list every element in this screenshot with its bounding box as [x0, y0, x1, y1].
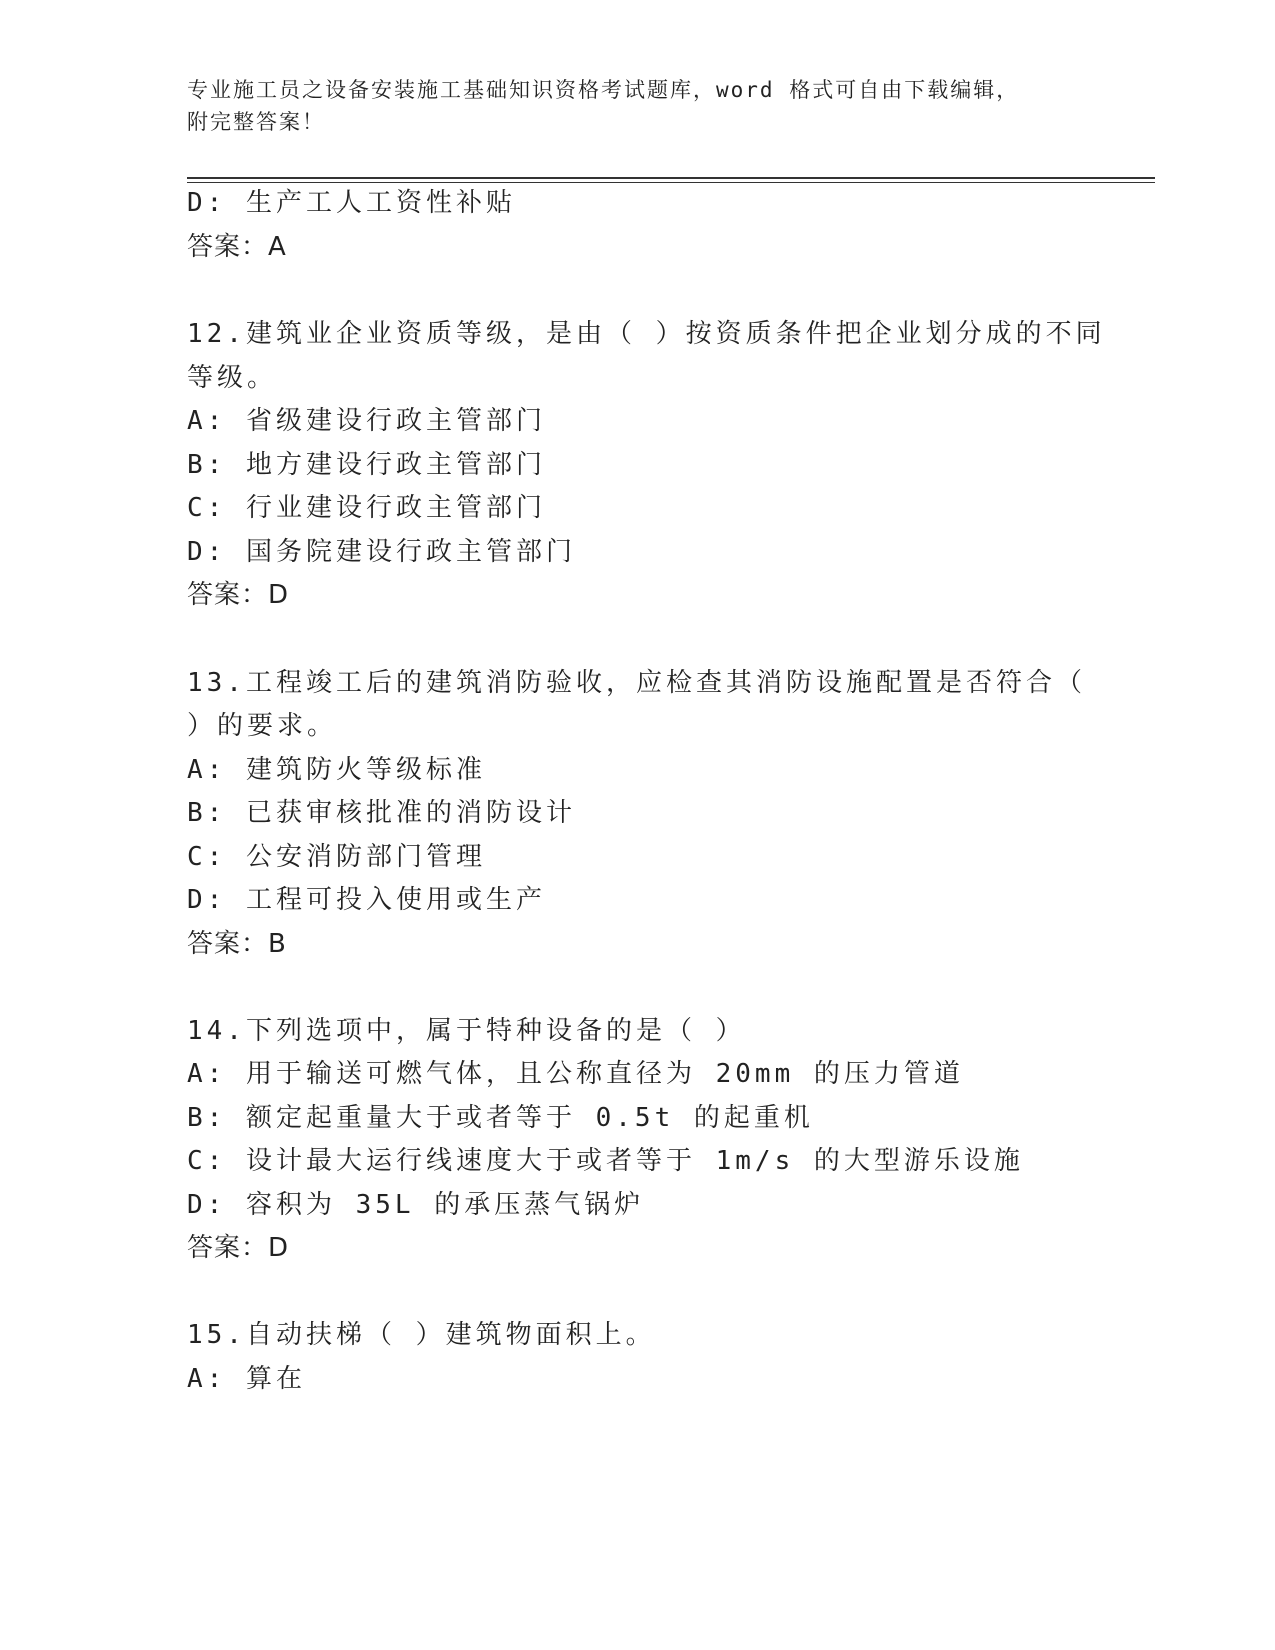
q12-option-c: C: 行业建设行政主管部门 — [187, 493, 546, 523]
header-line-2: 附完整答案！ — [187, 110, 325, 134]
q12-answer: 答案：D — [187, 580, 290, 610]
q14-option-d: D: 容积为 35L 的承压蒸气锅炉 — [187, 1190, 645, 1220]
q12-option-d: D: 国务院建设行政主管部门 — [187, 537, 576, 567]
q14-stem-line-1: 14.下列选项中，属于特种设备的是（ ） — [187, 1016, 746, 1046]
q12-stem-line-2: 等级。 — [187, 363, 278, 393]
q12-option-b: B: 地方建设行政主管部门 — [187, 450, 546, 480]
q12-stem-line-1: 12.建筑业企业资质等级，是由（ ）按资质条件把企业划分成的不同 — [187, 319, 1106, 349]
q13-option-d: D: 工程可投入使用或生产 — [187, 885, 546, 915]
prev-option-d: D: 生产工人工资性补贴 — [187, 188, 516, 218]
q13-option-c: C: 公安消防部门管理 — [187, 842, 486, 872]
q13-option-b: B: 已获审核批准的消防设计 — [187, 798, 576, 828]
q15-option-a: A: 算在 — [187, 1364, 306, 1394]
q14-option-c: C: 设计最大运行线速度大于或者等于 1m/s 的大型游乐设施 — [187, 1146, 1024, 1176]
q13-stem-line-1: 13.工程竣工后的建筑消防验收，应检查其消防设施配置是否符合（ — [187, 668, 1086, 698]
prev-answer: 答案：A — [187, 232, 287, 262]
q14-answer: 答案：D — [187, 1233, 290, 1263]
q13-option-a: A: 建筑防火等级标准 — [187, 755, 486, 785]
header-divider-thick — [187, 177, 1155, 179]
q12-option-a: A: 省级建设行政主管部门 — [187, 406, 546, 436]
q13-answer: 答案：B — [187, 929, 287, 959]
q14-option-b: B: 额定起重量大于或者等于 0.5t 的起重机 — [187, 1103, 814, 1133]
q15-stem-line-1: 15.自动扶梯（ ）建筑物面积上。 — [187, 1320, 656, 1350]
header-divider-thin — [187, 182, 1155, 183]
q14-option-a: A: 用于输送可燃气体，且公称直径为 20mm 的压力管道 — [187, 1059, 964, 1089]
q13-stem-line-2: ）的要求。 — [187, 711, 338, 741]
header-line-1: 专业施工员之设备安装施工基础知识资格考试题库，word 格式可自由下载编辑， — [187, 78, 1020, 102]
document-header — [187, 74, 1087, 138]
